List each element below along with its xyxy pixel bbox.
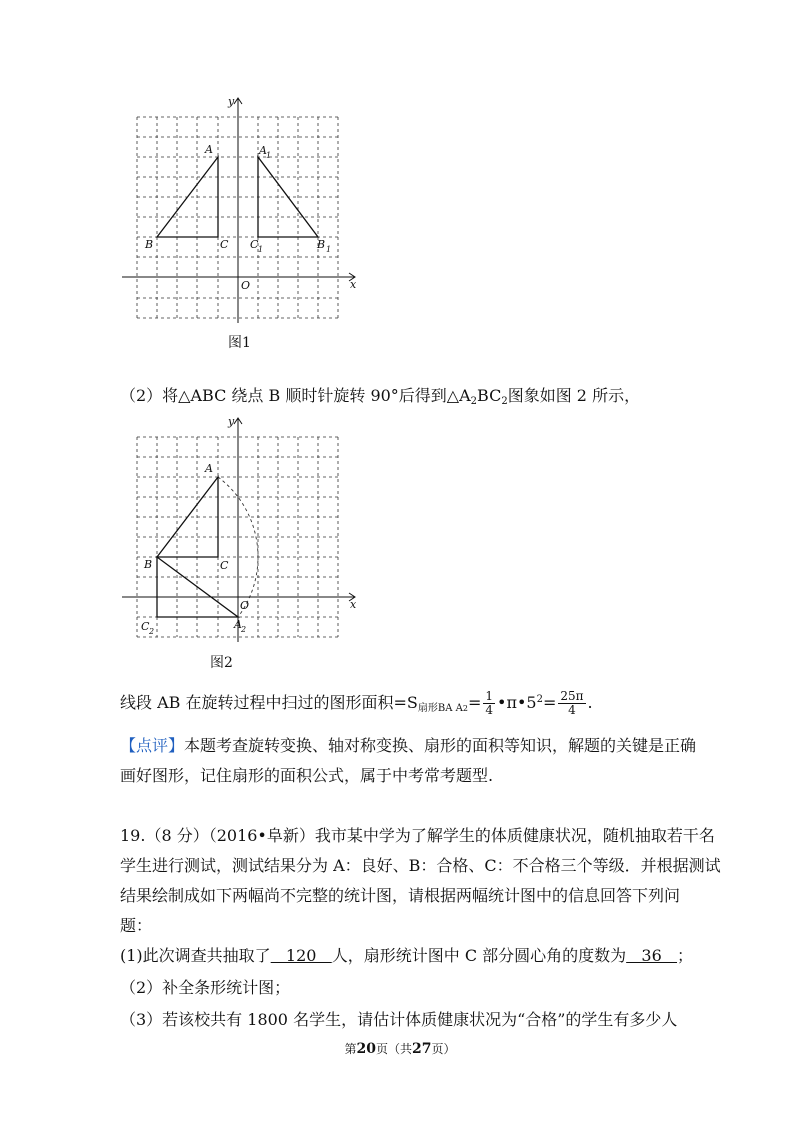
figure-1-grid: [115, 92, 365, 324]
fig2-label-c2: C: [141, 620, 150, 633]
fig1-label-a: A: [205, 143, 213, 156]
para2-text2: BC: [477, 386, 502, 405]
fig1-origin-label: O: [241, 279, 251, 292]
para2-sub: 2: [470, 396, 478, 407]
fraction-one-quarter: [483, 690, 495, 717]
area-s-sub2: 2: [462, 704, 468, 713]
area-eq2: =: [542, 693, 557, 712]
comment-tag: 【点评】: [120, 736, 185, 755]
fig1-label-c: C: [220, 238, 229, 251]
fig1-label-c1-sub: 1: [258, 245, 264, 254]
area-prefix: 线段 AB 在旋转过程中扫过的图形面积=: [120, 693, 407, 712]
fig2-label-a2: A: [234, 618, 242, 631]
q1-text-a: (1)此次调查共抽取了: [120, 946, 271, 965]
fig1-label-a1: A: [259, 144, 267, 157]
para2-text: （2）将△ABC 绕点 B 顺时针旋转 90°后得到△A: [120, 386, 471, 405]
fig1-label-a1-sub: 1: [266, 151, 272, 160]
frac1-den: 4: [485, 703, 493, 717]
fig1-x-axis-label: x: [350, 278, 357, 291]
q19-sub-3: （3）若该校共有 1800 名学生，请估计体质健康状况为“合格”的学生有多少人: [120, 1010, 678, 1029]
fig2-y-axis-label: y: [228, 415, 235, 428]
para2-sub2: 2: [501, 396, 508, 407]
area-formula-line: [120, 690, 593, 719]
fig2-label-b: B: [144, 558, 153, 571]
fraction-result: [558, 690, 585, 717]
fig1-label-c1: C: [250, 238, 259, 251]
q19-sub-2: （2）补全条形统计图；: [120, 978, 291, 997]
fig1-label-b: B: [145, 238, 154, 251]
comment-line-1: [120, 736, 696, 756]
comment-line-2: 画好图形，记住扇形的面积公式，属于中考常考题型.: [120, 766, 494, 785]
q1-text-c: ；: [677, 946, 694, 965]
fig2-label-c2-sub: 2: [149, 627, 155, 636]
footer-page-number: 20: [356, 1041, 376, 1057]
footer-mid: 页（共: [375, 1042, 412, 1056]
footer-post: 页）: [431, 1042, 456, 1056]
area-power: 2: [536, 694, 543, 705]
q19-line-1: 19.（8 分）（2016•阜新）我市某中学为了解学生的体质健康状况，随机抽取若干名: [120, 826, 715, 845]
area-eq1: =: [467, 693, 482, 712]
footer-total-pages: 27: [412, 1041, 432, 1057]
fig1-label-b1-sub: 1: [326, 245, 332, 254]
q19-line-3: 结果绘制成如下两幅尚不完整的统计图，请根据两幅统计图中的信息回答下列问: [120, 886, 681, 905]
fig2-origin-label: O: [240, 599, 250, 612]
figure-1-caption: 图1: [228, 335, 251, 351]
fig2-label-c: C: [220, 559, 229, 572]
q19-line-4: 题：: [120, 916, 153, 935]
frac1-num: 1: [485, 689, 493, 703]
comment-text-1: 本题考查旋转变换、轴对称变换、扇形的面积等知识，解题的关键是正确: [184, 736, 697, 755]
q19-sub-1: [120, 946, 693, 966]
fig2-x-axis-label: x: [350, 598, 357, 611]
frac2-num: 25π: [560, 689, 584, 703]
fig1-y-axis-label: y: [228, 95, 235, 108]
area-s: S: [406, 693, 418, 712]
q1-text-b: 人，扇形统计图中 C 部分圆心角的度数为: [331, 946, 627, 965]
q19-line-2: 学生进行测试，测试结果分为 A：良好、B：合格、C：不合格三个等级．并根据测试: [120, 856, 721, 875]
area-mid: •π•5: [497, 693, 537, 712]
q1-answer-1: 120: [270, 946, 332, 965]
frac2-den: 4: [568, 703, 576, 717]
para2-text3: 图象如图 2 所示，: [507, 386, 641, 405]
footer-pre: 第: [344, 1042, 357, 1056]
fig2-label-a2-sub: 2: [241, 625, 247, 634]
area-end: .: [587, 693, 593, 712]
figure-2-grid: [115, 412, 365, 644]
paragraph-2: [120, 386, 640, 412]
q1-answer-2: 36: [626, 946, 678, 965]
area-s-sub: 扇形BA A: [417, 703, 463, 714]
fig2-label-a: A: [205, 462, 213, 475]
fig1-label-b1: B: [317, 238, 326, 251]
page-footer: [0, 1040, 800, 1057]
figure-2-caption: 图2: [210, 655, 233, 671]
